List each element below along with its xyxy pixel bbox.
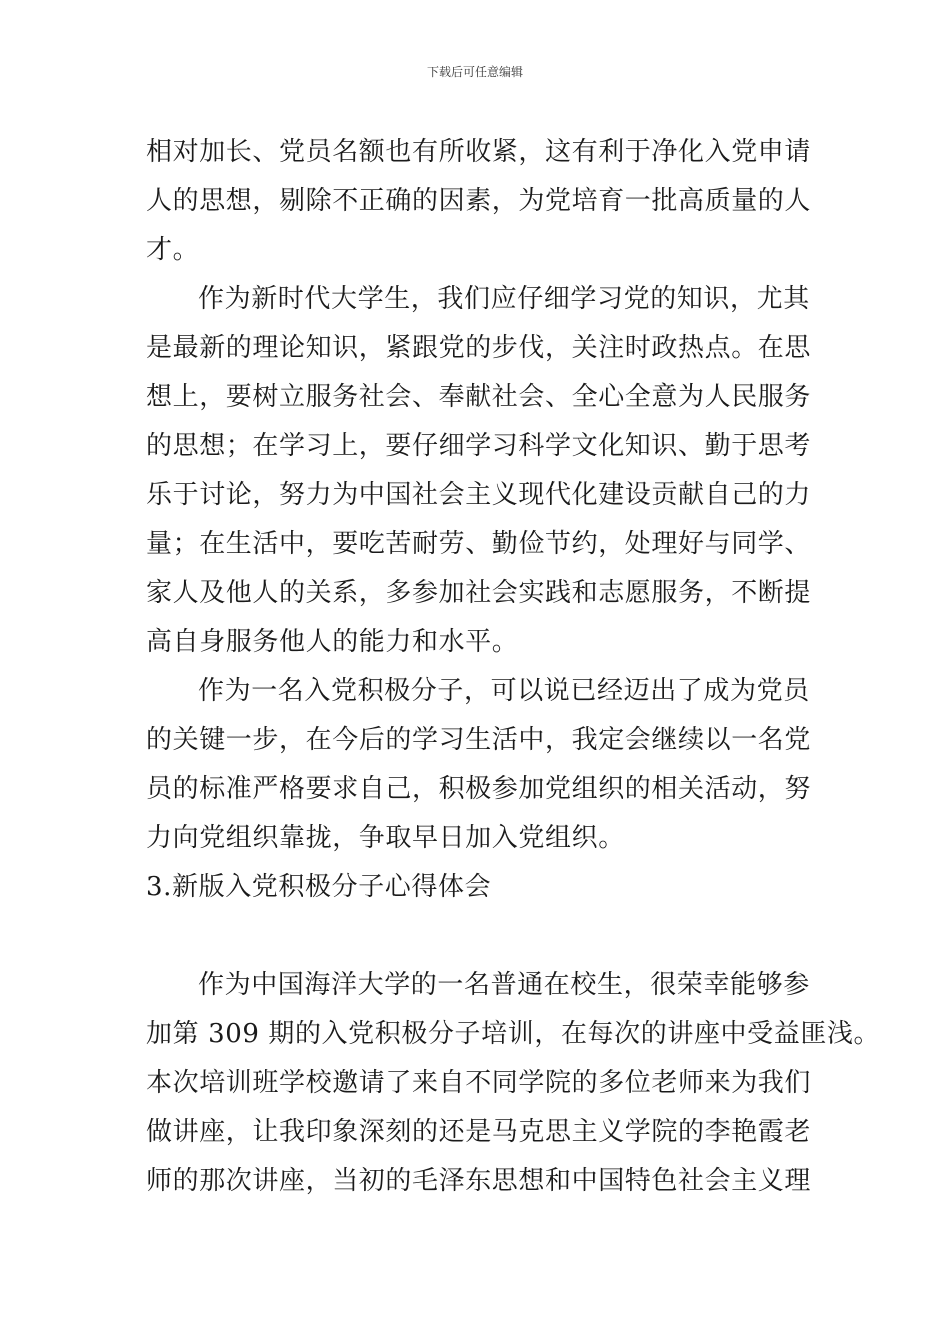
text-line: 员的标准严格要求自己，积极参加党组织的相关活动，努 (146, 774, 812, 804)
page-header: 下载后可任意编辑 (426, 65, 523, 79)
section-heading: 3.新版入党积极分子心得体会 (146, 872, 492, 902)
text-line: 高自身服务他人的能力和水平。 (146, 627, 519, 657)
paragraph-start: 作为中国海洋大学的一名普通在校生，很荣幸能够参 (198, 970, 810, 1000)
text-line: 的思想；在学习上，要仔细学习科学文化知识、勤于思考 (146, 431, 812, 461)
text-line: 本次培训班学校邀请了来自不同学院的多位老师来为我们 (146, 1068, 812, 1098)
document-body (146, 128, 881, 1206)
blank-line (146, 912, 810, 961)
text-line: 家人及他人的关系，多参加社会实践和志愿服务，不断提 (146, 578, 812, 608)
text-line: 乐于讨论，努力为中国社会主义现代化建设贡献自己的力 (146, 480, 812, 510)
text-line: 力向党组织靠拢，争取早日加入党组织。 (146, 823, 625, 853)
text-line: 加第 309 期的入党积极分子培训，在每次的讲座中受益匪浅。 (146, 1019, 881, 1049)
text-line: 想上，要树立服务社会、奉献社会、全心全意为人民服务 (146, 382, 812, 412)
text-line: 才。 (146, 235, 200, 265)
text-line: 相对加长、党员名额也有所收紧，这有利于净化入党申请 (146, 137, 812, 167)
text-line: 做讲座，让我印象深刻的还是马克思主义学院的李艳霞老 (146, 1117, 812, 1147)
paragraph-start: 作为新时代大学生，我们应仔细学习党的知识，尤其 (198, 284, 810, 314)
text-line: 量；在生活中，要吃苦耐劳、勤俭节约，处理好与同学、 (146, 529, 812, 559)
text-line: 师的那次讲座，当初的毛泽东思想和中国特色社会主义理 (146, 1166, 812, 1196)
text-line: 的关键一步，在今后的学习生活中，我定会继续以一名党 (146, 725, 812, 755)
text-line: 人的思想，剔除不正确的因素，为党培育一批高质量的人 (146, 186, 812, 216)
text-line: 是最新的理论知识，紧跟党的步伐，关注时政热点。在思 (146, 333, 812, 363)
paragraph-start: 作为一名入党积极分子，可以说已经迈出了成为党员 (198, 676, 810, 706)
